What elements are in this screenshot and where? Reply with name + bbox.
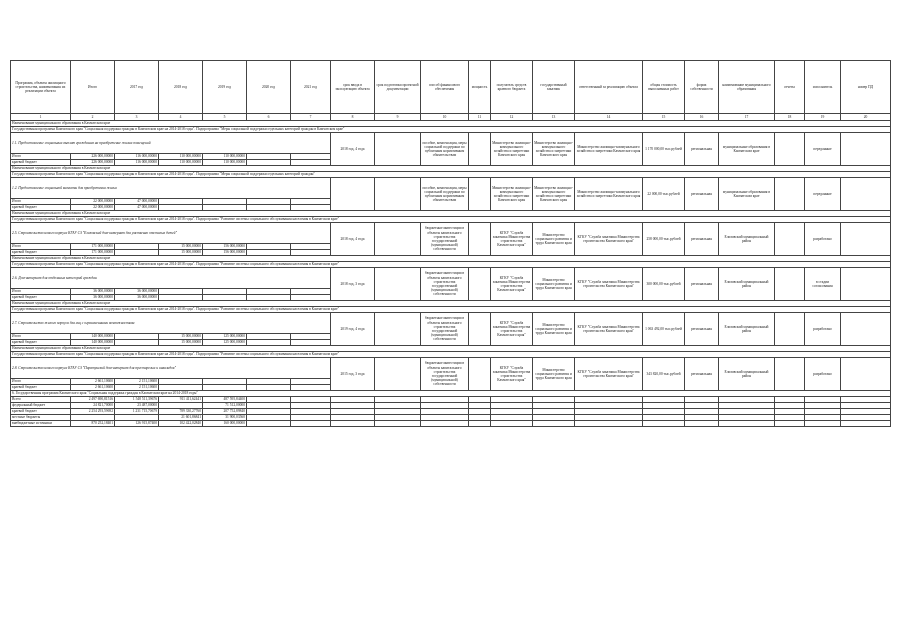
column-number: 12 <box>491 114 533 121</box>
pd-cell <box>841 133 891 166</box>
executor-cell: разработано <box>805 313 841 346</box>
blank-cell <box>841 421 891 427</box>
column-number: 11 <box>469 114 491 121</box>
recipient-cell: КГКУ "Служба заказчика Министерства строительства Камчатского края" <box>491 358 533 391</box>
column-header: 2021 год <box>291 61 331 114</box>
column-header: способ финансового обеспечения <box>421 61 469 114</box>
summary-year: 126 915,87400 <box>115 421 159 427</box>
program-title: Государственная программа Камчатского края "Социальная поддержка граждан в Камчатском крае на 2014-2018 годы". Подпрограмма "Меры социальной поддержки отдельных категорий граждан в Камчатском крае" <box>11 127 891 133</box>
column-number: 13 <box>533 114 575 121</box>
summary-year: 1 231 715,70679 <box>115 409 159 415</box>
column-header: ответственный за реализацию объекта <box>575 61 643 114</box>
finance-label: Итого <box>11 199 71 205</box>
item-row <box>11 358 891 379</box>
ownership-cell: региональная <box>685 268 719 301</box>
column-header: срок ввода в эксплуатацию объекта <box>331 61 375 114</box>
column-header: исполнитель <box>805 61 841 114</box>
term-cell: 2018 год, 4 года <box>331 133 375 166</box>
item-row <box>11 223 891 244</box>
item-row <box>11 268 891 289</box>
investment-table <box>10 60 891 427</box>
finance-year: 36 000,00000 <box>115 289 159 295</box>
term-cell: 2018 год, 3 года <box>331 268 375 301</box>
pd-cell <box>841 223 891 256</box>
finance-label: Итого <box>11 289 71 295</box>
cost-cell: 343 820,00 тыс.рублей <box>643 358 685 391</box>
column-header: получатель средств краевого бюджета <box>491 61 533 114</box>
finance-year: 156 000,00000 <box>203 244 247 250</box>
finance-year: 110 000,00000 <box>203 154 247 160</box>
reports-cell <box>775 133 805 166</box>
finance-year: 116 000,00000 <box>115 160 159 166</box>
method-cell: бюджетные инвестиции в объекты капитального строительства государственной (муниципальной) собственности <box>421 358 469 391</box>
finance-total: 226 000,00000 <box>71 160 115 166</box>
responsible-cell: КГКУ "Служба заказчика Министерства строительства Камчатского края" <box>575 313 643 346</box>
responsible-cell: Министерство жилищно-коммунального хозяйства и энергетики Камчатского края <box>575 178 643 211</box>
finance-label: краевой бюджет <box>11 295 71 301</box>
blank-cell <box>775 421 805 427</box>
finance-year: 47 000,00000 <box>115 199 159 205</box>
finance-label: Итого <box>11 244 71 250</box>
finance-total: 2 661,10600 <box>71 379 115 385</box>
finance-year: 125 000,00000 <box>203 334 247 340</box>
finance-year: 116 000,00000 <box>115 154 159 160</box>
executor-cell: переданные <box>805 133 841 166</box>
term-cell: 2019 год, 4 года <box>331 313 375 346</box>
area-title: Наименование муниципального образования в Камчатском крае <box>11 166 891 172</box>
table-body <box>11 121 891 427</box>
summary-year: 31 900,03560 <box>203 415 247 421</box>
recipient-cell: КГКУ "Служба заказчика Министерства строительства Камчатского края" <box>491 313 533 346</box>
summary-year: 23 487,00000 <box>115 403 159 409</box>
ownership-cell: региональная <box>685 178 719 211</box>
executor-cell: переданные <box>805 178 841 211</box>
executor-cell: разработано <box>805 358 841 391</box>
item-row <box>11 133 891 154</box>
summary-year: 160 000,00000 <box>203 421 247 427</box>
item-title: 2.7. Строительство жилого корпуса для лиц с ограниченными возможностями <box>11 313 331 334</box>
column-header: 2020 год <box>247 61 291 114</box>
summary-year <box>247 421 291 427</box>
column-number: 2 <box>71 114 115 121</box>
summary-year <box>291 421 331 427</box>
column-number: 7 <box>291 114 331 121</box>
column-number: 3 <box>115 114 159 121</box>
customer-cell: Министерство жилищно-коммунального хозяйства и энергетики Камчатского края <box>533 133 575 166</box>
finance-total: 171 000,00000 <box>71 250 115 256</box>
blank-cell <box>533 421 575 427</box>
reports-cell <box>775 223 805 256</box>
column-number: 4 <box>159 114 203 121</box>
finance-year: 156 000,00000 <box>203 250 247 256</box>
method-cell: бюджетные инвестиции в объекты капитального строительства государственной (муниципальной) собственности <box>421 223 469 256</box>
summary-total: 2 497 690,81516 <box>71 397 115 403</box>
blank-cell <box>331 421 375 427</box>
summary-year: 207 752,89840 <box>203 409 247 415</box>
column-header: номер ПД <box>841 61 891 114</box>
finance-label: Итого <box>11 379 71 385</box>
recipient-cell: Министерство жилищно-коммунального хозяйства и энергетики Камчатского края <box>491 178 533 211</box>
method-cell: бюджетные инвестиции в объекты капитального строительства государственной (муниципальной) собственности <box>421 313 469 346</box>
municipality-cell: Елизовский муниципальный район <box>719 223 775 256</box>
executor-cell: разработано <box>805 223 841 256</box>
column-number: 14 <box>575 114 643 121</box>
recipient-cell: КГКУ "Служба заказчика Министерства строительства Камчатского края" <box>491 223 533 256</box>
column-number: 17 <box>719 114 775 121</box>
column-header: государственный заказчик <box>533 61 575 114</box>
capacity-cell <box>469 223 491 256</box>
summary-year: 487 595,84400 <box>203 397 247 403</box>
recipient-cell: КГКУ "Служба заказчика Министерства строительства Камчатского края" <box>491 268 533 301</box>
summary-year: 1 548 511,39676 <box>115 397 159 403</box>
finance-year: 47 000,00000 <box>115 205 159 211</box>
summary-year: 21 601,86841 <box>159 415 203 421</box>
blank-cell <box>643 421 685 427</box>
responsible-cell: КГКУ "Служба заказчика Министерства строительства Камчатского края" <box>575 223 643 256</box>
cost-cell: 300 000,00 тыс.рублей <box>643 268 685 301</box>
municipality-cell: Елизовский муниципальный район <box>719 268 775 301</box>
empty-cell <box>375 223 421 256</box>
finance-label: краевой бюджет <box>11 250 71 256</box>
cost-cell: 1 063 492,00 тыс.рублей <box>643 313 685 346</box>
column-number: 8 <box>331 114 375 121</box>
column-header: 2019 год <box>203 61 247 114</box>
finance-total: 2 661,10600 <box>71 385 115 391</box>
column-header: мощность <box>469 61 491 114</box>
blank-cell <box>575 421 643 427</box>
column-header: срок подготовки проектной документации <box>375 61 421 114</box>
term-cell <box>331 178 375 211</box>
cost-cell: 22 000,00 тыс.рублей <box>643 178 685 211</box>
finance-total: 226 000,00000 <box>71 154 115 160</box>
item-title: 2.5. Строительство нового корпуса КГАУ СЗ "Елизовский дом-интернат для умственно отсталых детей" <box>11 223 331 244</box>
reports-cell <box>775 313 805 346</box>
finance-year: 15 000,00000 <box>159 340 203 346</box>
program-title: Государственная программа Камчатского края "Социальная поддержка граждан в Камчатском крае на 2014-2018 годы". Подпрограмма "Развитие системы социального обслуживания населения в Камчатском крае" <box>11 307 891 313</box>
column-header: 2017 год <box>115 61 159 114</box>
summary-label: краевой бюджет <box>11 409 71 415</box>
customer-cell: Министерство жилищно-коммунального хозяйства и энергетики Камчатского края <box>533 178 575 211</box>
capacity-cell <box>469 358 491 391</box>
area-title: Наименование муниципального образования в Камчатском крае <box>11 121 891 127</box>
ownership-cell: региональная <box>685 133 719 166</box>
method-cell: пособие, компенсация, меры социальной поддержки по публичным нормативным обязательствам <box>421 178 469 211</box>
blank-cell <box>719 421 775 427</box>
finance-year: 15 000,00000 <box>159 250 203 256</box>
blank-cell <box>375 421 421 427</box>
finance-label: краевой бюджет <box>11 385 71 391</box>
item-title: 2.8. Строительство нового корпуса КГАУ СЗ "Паратунский дом-интернат для престарелых и инвалидов" <box>11 358 331 379</box>
summary-year: 911 411,62441 <box>159 397 203 403</box>
finance-label: краевой бюджет <box>11 340 71 346</box>
summary-label: внебюджетные источники <box>11 421 71 427</box>
program-title: Государственная программа Камчатского края "Социальная поддержка граждан в Камчатском крае на 2014-2018 годы". Подпрограмма "Развитие системы социального обслуживания населения в Камчатском крае" <box>11 352 891 358</box>
summary-year: 789 330,27760 <box>159 409 203 415</box>
area-title: Наименование муниципального образования в Камчатском крае <box>11 301 891 307</box>
cost-cell: 258 000,00 тыс.рублей <box>643 223 685 256</box>
municipality-cell: муниципальные образования в Камчатском крае <box>719 178 775 211</box>
column-number: 1 <box>11 114 71 121</box>
finance-year: 110 000,00000 <box>159 154 203 160</box>
column-number: 18 <box>775 114 805 121</box>
column-header: Итого <box>71 61 115 114</box>
column-number: 5 <box>203 114 247 121</box>
column-number: 15 <box>643 114 685 121</box>
capacity-cell <box>469 313 491 346</box>
column-header: Программа, объекты жилищного строительства, наименования их реализации объекта <box>11 61 71 114</box>
empty-cell <box>375 178 421 211</box>
finance-year: 110 000,00000 <box>159 160 203 166</box>
reports-cell <box>775 268 805 301</box>
finance-year: 36 000,00000 <box>115 295 159 301</box>
header-row <box>11 61 891 114</box>
empty-cell <box>375 268 421 301</box>
method-cell: бюджетные инвестиции в объекты капитального строительства государственной (муниципальной) собственности <box>421 268 469 301</box>
summary-total: 870 252,18401 <box>71 421 115 427</box>
customer-cell: Министерство социального развития и труда Камчатского края <box>533 358 575 391</box>
executor-cell: в стадии согласования <box>805 268 841 301</box>
finance-year: 15 000,00000 <box>159 334 203 340</box>
column-header: отчеты <box>775 61 805 114</box>
program-title: Государственная программа Камчатского края "Социальная поддержка граждан в Камчатском крае на 2014-2018 годы". Подпрограмма "Меры социальной поддержки отдельных категорий граждан" <box>11 172 891 178</box>
municipality-cell: Елизовский муниципальный район <box>719 358 775 391</box>
column-number: 6 <box>247 114 291 121</box>
area-title: Наименование муниципального образования в Камчатском крае <box>11 256 891 262</box>
column-number-row <box>11 114 891 121</box>
pd-cell <box>841 313 891 346</box>
area-title: Наименование муниципального образования в Камчатском крае <box>11 346 891 352</box>
summary-label: федеральный бюджет <box>11 403 71 409</box>
finance-total: 36 000,00000 <box>71 289 115 295</box>
capacity-cell <box>469 133 491 166</box>
finance-year: 15 000,00000 <box>159 244 203 250</box>
summary-total: 24 821,70000 <box>71 403 115 409</box>
finance-total: 140 000,00000 <box>71 334 115 340</box>
customer-cell: Министерство социального развития и труда Камчатского края <box>533 268 575 301</box>
column-header: общая стоимость выполненных работ <box>643 61 685 114</box>
finance-year: 110 000,00000 <box>203 160 247 166</box>
method-cell: пособие, компенсация, меры социальной поддержки по публичным нормативным обязательствам <box>421 133 469 166</box>
finance-total: 140 000,00000 <box>71 340 115 346</box>
column-header: форма собственности <box>685 61 719 114</box>
responsible-cell: Министерство жилищно-коммунального хозяйства и энергетики Камчатского края <box>575 133 643 166</box>
empty-cell <box>375 358 421 391</box>
program-title: Государственная программа Камчатского края "Социальная поддержка граждан в Камчатском крае на 2014-2018 годы". Подпрограмма "Развитие системы социального обслуживания населения в Камчатском крае" <box>11 262 891 268</box>
finance-year: 125 000,00000 <box>203 340 247 346</box>
column-number: 19 <box>805 114 841 121</box>
pd-cell <box>841 358 891 391</box>
pd-cell <box>841 178 891 211</box>
capacity-cell <box>469 178 491 211</box>
summary-label: местные бюджеты <box>11 415 71 421</box>
cost-cell: 1 170 000,00 тыс.рублей <box>643 133 685 166</box>
summary-year: 71 512,00000 <box>203 403 247 409</box>
reports-cell <box>775 358 805 391</box>
ownership-cell: региональная <box>685 358 719 391</box>
term-cell: 2015 год, 3 года <box>331 358 375 391</box>
capacity-cell <box>469 268 491 301</box>
term-cell: 2018 год, 4 года <box>331 223 375 256</box>
finance-total: 22 000,00000 <box>71 199 115 205</box>
column-number: 10 <box>421 114 469 121</box>
reports-cell <box>775 178 805 211</box>
column-header: наименование муниципального образования <box>719 61 775 114</box>
blank-cell <box>685 421 719 427</box>
finance-total: 36 000,00000 <box>71 295 115 301</box>
customer-cell: Министерство социального развития и труда Камчатского края <box>533 223 575 256</box>
item-row <box>11 178 891 199</box>
blank-cell <box>469 421 491 427</box>
finance-year: 2 151,10600 <box>115 385 159 391</box>
blank-cell <box>805 421 841 427</box>
empty-cell <box>375 313 421 346</box>
area-title: Наименование муниципального образования в Камчатском крае <box>11 211 891 217</box>
finance-total: 22 000,00000 <box>71 205 115 211</box>
ownership-cell: региональная <box>685 313 719 346</box>
finance-label: краевой бюджет <box>11 205 71 211</box>
responsible-cell: КГКУ "Служба заказчика Министерства строительства Камчатского края" <box>575 268 643 301</box>
item-title: 1.2. Предоставление социальной выплаты для приобретения жилья <box>11 178 331 199</box>
program-title: Государственная программа Камчатского края "Социальная поддержка граждан в Камчатском крае на 2014-2018 годы". Подпрограмма "Развитие системы социального обслуживания населения в Камчатском крае" <box>11 217 891 223</box>
item-title: 2.6. Дом-интернат для отдельных категорий граждан <box>11 268 331 289</box>
finance-label: Итого <box>11 154 71 160</box>
column-number: 9 <box>375 114 421 121</box>
finance-year: 2 151,10600 <box>115 379 159 385</box>
column-number: 16 <box>685 114 719 121</box>
finance-label: Итого <box>11 334 71 340</box>
summary-total: 2 254 293,59692 <box>71 409 115 415</box>
summary-label: Всего <box>11 397 71 403</box>
finance-label: краевой бюджет <box>11 160 71 166</box>
municipality-cell: муниципальные образования в Камчатском крае <box>719 133 775 166</box>
summary-row <box>11 421 891 427</box>
column-number: 20 <box>841 114 891 121</box>
customer-cell: Министерство социального развития и труда Камчатского края <box>533 313 575 346</box>
empty-cell <box>375 133 421 166</box>
blank-cell <box>421 421 469 427</box>
responsible-cell: КГКУ "Служба заказчика Министерства строительства Камчатского края" <box>575 358 643 391</box>
item-title: 1.1. Предоставление социальных выплат гражданам на приобретение жилых помещений <box>11 133 331 154</box>
column-header: 2018 год <box>159 61 203 114</box>
recipient-cell: Министерство жилищно-коммунального хозяйства и энергетики Камчатского края <box>491 133 533 166</box>
municipality-cell: Елизовский муниципальный район <box>719 313 775 346</box>
pd-cell <box>841 268 891 301</box>
item-row <box>11 313 891 334</box>
summary-title: 6. Государственная программа Камчатского края "Социальная поддержка граждан в Камчатском крае на 2014-2018 годы" <box>11 391 891 397</box>
blank-cell <box>491 421 533 427</box>
document-sheet <box>10 60 890 427</box>
summary-year: 102 422,02840 <box>159 421 203 427</box>
ownership-cell: региональная <box>685 223 719 256</box>
finance-total: 171 000,00000 <box>71 244 115 250</box>
